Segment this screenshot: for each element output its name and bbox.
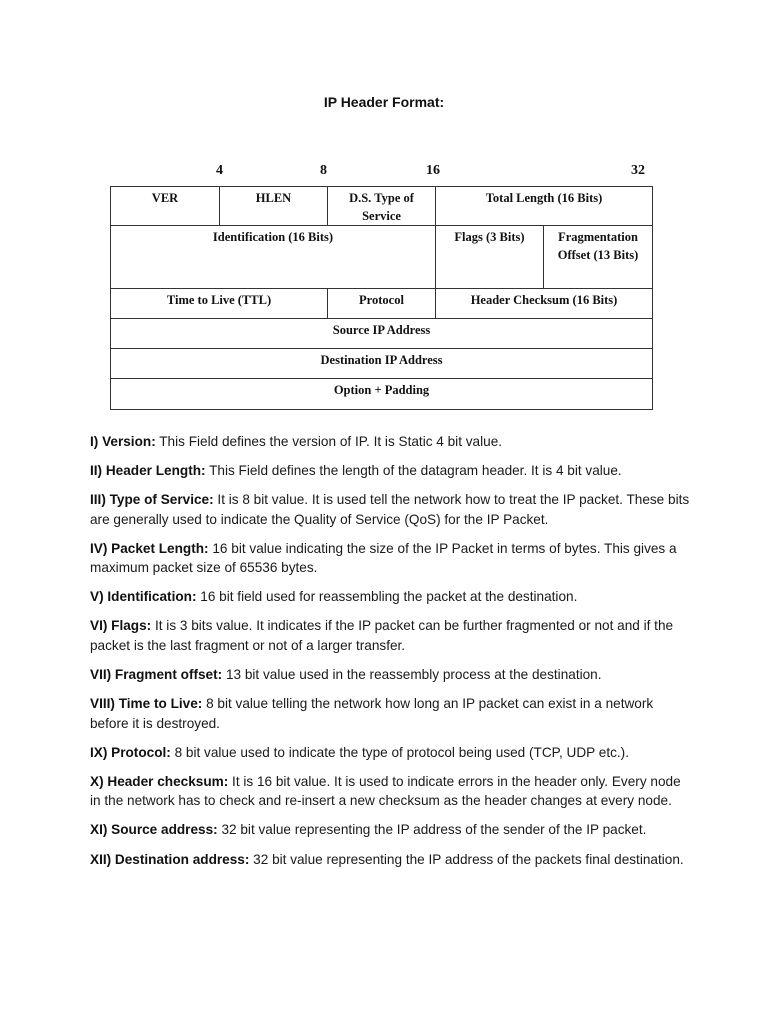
cell-fragmentation-offset: Fragmentation Offset (13 Bits) — [544, 226, 653, 289]
cell-hlen: HLEN — [220, 187, 328, 226]
definition-term: I) Version: — [90, 434, 156, 449]
cell-flags: Flags (3 Bits) — [436, 226, 544, 289]
definition-item — [90, 743, 690, 763]
definition-term: XI) Source address: — [90, 822, 218, 838]
definition-item — [90, 820, 690, 840]
definition-item — [90, 665, 690, 685]
cell-protocol: Protocol — [328, 289, 436, 319]
cell-total-length: Total Length (16 Bits) — [436, 187, 653, 226]
definition-text: 32 bit value representing the IP address of the sender of the IP packet. — [217, 822, 647, 838]
cell-ds-type-of-service: D.S. Type of Service — [328, 187, 436, 226]
definition-item — [90, 694, 690, 733]
definition-term: III) Type of Service: — [90, 492, 214, 508]
definition-text: 8 bit value telling the network how long an IP packet can exist in a network before it is destroyed. — [90, 696, 654, 731]
definitions-list — [90, 432, 690, 879]
page-title: IP Header Format: — [323, 94, 445, 110]
definition-text: It is 16 bit value. It is used to indicate errors in the header only. Every node in the network has to check and re-insert a new checksum as the header changes at every node. — [90, 773, 681, 809]
cell-header-checksum: Header Checksum (16 Bits) — [436, 289, 653, 319]
definition-text: 16 bit field used for reassembling the packet at the destination. — [196, 589, 578, 605]
definition-item — [90, 539, 690, 578]
cell-destination-ip: Destination IP Address — [111, 349, 653, 379]
definition-term: II) Header Length: — [90, 463, 206, 479]
bit-marker-8: 8 — [320, 163, 327, 178]
definition-item — [90, 616, 690, 655]
bit-marker-32: 32 — [631, 163, 645, 178]
definition-term: VIII) Time to Live: — [90, 696, 203, 712]
definition-text: It is 8 bit value. It is used tell the network how to treat the IP packet. These bits are generally used to indicate the Quality of Service (QoS) for the IP Packet. — [90, 492, 690, 527]
definition-text: 16 bit value indicating the size of the IP Packet in terms of bytes. This gives a maximum packet size of 65536 bytes. — [90, 540, 677, 576]
definition-item — [90, 490, 690, 529]
cell-source-ip: Source IP Address — [111, 319, 653, 349]
cell-option-padding: Option + Padding — [111, 379, 653, 410]
definition-term: IX) Protocol: — [90, 744, 171, 760]
definition-term: VI) Flags: — [90, 618, 152, 634]
definition-item — [90, 772, 690, 811]
definition-text: 8 bit value used to indicate the type of protocol being used (TCP, UDP etc.). — [170, 744, 629, 760]
definition-item — [90, 432, 690, 452]
bit-marker-4: 4 — [216, 163, 223, 178]
definition-term: VII) Fragment offset: — [90, 667, 223, 683]
definition-term: X) Header checksum: — [90, 773, 229, 789]
definition-term: XII) Destination address: — [90, 851, 250, 867]
definition-text: This Field defines the version of IP. It is Static 4 bit value. — [155, 434, 503, 449]
cell-identification: Identification (16 Bits) — [111, 226, 436, 289]
cell-ver: VER — [111, 187, 220, 226]
definition-term: IV) Packet Length: — [90, 540, 209, 556]
definition-item — [90, 461, 690, 481]
definition-term: V) Identification: — [90, 589, 197, 605]
cell-ttl: Time to Live (TTL) — [111, 289, 328, 319]
bit-marker-16: 16 — [426, 163, 440, 178]
definition-item — [90, 850, 690, 870]
ip-header-table — [110, 186, 653, 410]
definition-text: It is 3 bits value. It indicates if the IP packet can be further fragmented or not and if the packet is the last fragment or not of a larger transfer. — [90, 618, 674, 653]
definition-text: This Field defines the length of the datagram header. It is 4 bit value. — [205, 463, 622, 479]
definition-text: 32 bit value representing the IP address of the packets final destination. — [249, 851, 684, 867]
definition-text: 13 bit value used in the reassembly process at the destination. — [222, 667, 602, 683]
definition-item — [90, 587, 690, 607]
